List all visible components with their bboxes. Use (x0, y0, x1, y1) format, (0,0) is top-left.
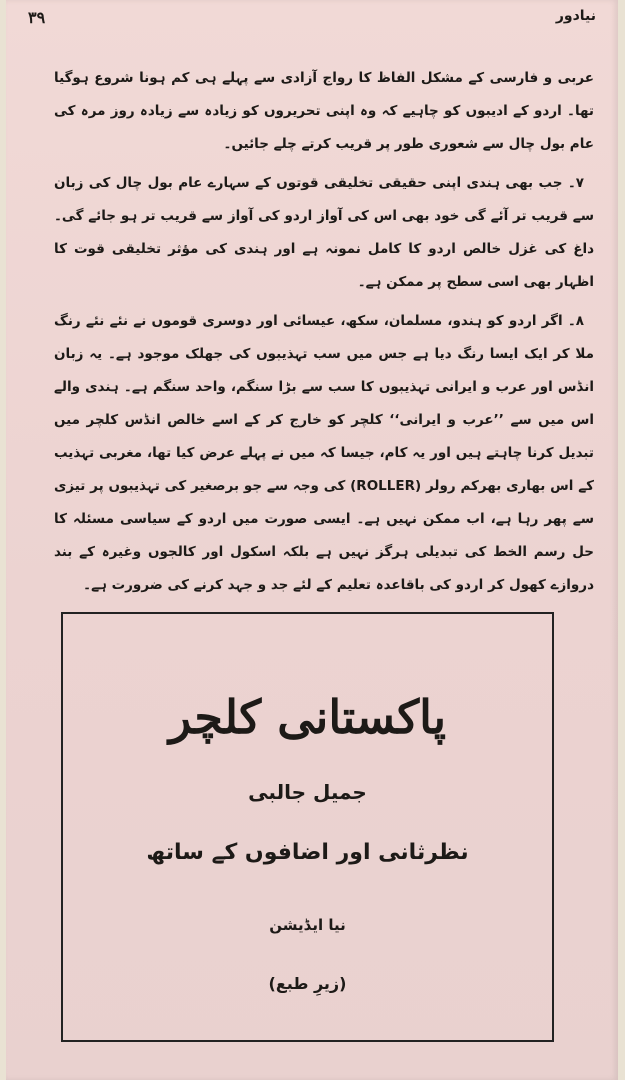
paragraph-3: ۸۔ اگر اردو کو ہندو، مسلمان، سکھ، عیسائی اور دوسری قوموں نے نئے نئے رنگ ملا کر ایک ایسا رنگ دیا ہے جس میں سب تہذیبوں کی جھلک موجود ہے۔ یہ زبان انڈس اور عرب و ایرانی تہذیبوں کا سب سے بڑا سنگم، واحد سنگم ہے۔ ہندی والے اس میں سے ’’عرب و ایرانی‘‘ کلچر کو خارج کر کے اسے خالص انڈس کلچر میں تبدیل کرنا چاہتے ہیں اور یہ کام، جیسا کہ میں نے پہلے عرض کیا تھا، مغربی تہذیب کے اس بھاری بھرکم رولر (ROLLER) کی وجہ سے جو برصغیر کی تہذیبوں پر تیزی سے پھر رہا ہے، اب ممکن نہیں ہے۔ ایسی صورت میں اردو کے سیاسی مسئلہ کا حل رسم الخط کی تبدیلی ہرگز نہیں ہے بلکہ اسکول اور کالجوں وغیرہ کے بند دروازے کھول کر اردو کی باقاعدہ تعلیم کے لئے جد و جہد کرنے کی ضرورت ہے۔ (54, 313, 594, 593)
ad-book-title: پاکستانی کلچر (168, 690, 446, 744)
article-body (54, 62, 594, 608)
page-header (6, 6, 618, 34)
page-number: ۳۹ (28, 8, 46, 27)
ad-subtitle: نظرثانی اور اضافوں کے ساتھ (146, 840, 469, 865)
book-page (6, 0, 618, 1080)
paragraph-2: ۷۔ جب بھی ہندی اپنی حقیقی تخلیقی قوتوں کے سہارے عام بول چال کی زبان سے قریب تر آئے گی خود بھی اس کی آواز اردو کی آواز سے قریب تر ہو جائے گی۔ داغ کی غزل خالص اردو کا کامل نمونہ ہے اور ہندی کی مؤثر تخلیقی قوت کا اظہار بھی اسی سطح پر ممکن ہے۔ (54, 175, 594, 290)
ad-edition: نیا ایڈیشن (269, 916, 346, 934)
ad-print-status: (زیرِ طبع) (268, 974, 347, 993)
running-head: نیادور (555, 8, 596, 24)
book-advertisement-box (61, 612, 554, 1042)
ad-author-name: جمیل جالبی (248, 780, 367, 804)
paragraph-1: عربی و فارسی کے مشکل الفاظ کا رواج آزادی سے پہلے ہی کم ہونا شروع ہوگیا تھا۔ اردو کے ادیبوں کو چاہیے کہ وہ اپنی تحریروں کو زیادہ سے زیادہ روز مرہ کی عام بول چال سے شعوری طور پر قریب کرتے چلے جائیں۔ (54, 70, 594, 152)
